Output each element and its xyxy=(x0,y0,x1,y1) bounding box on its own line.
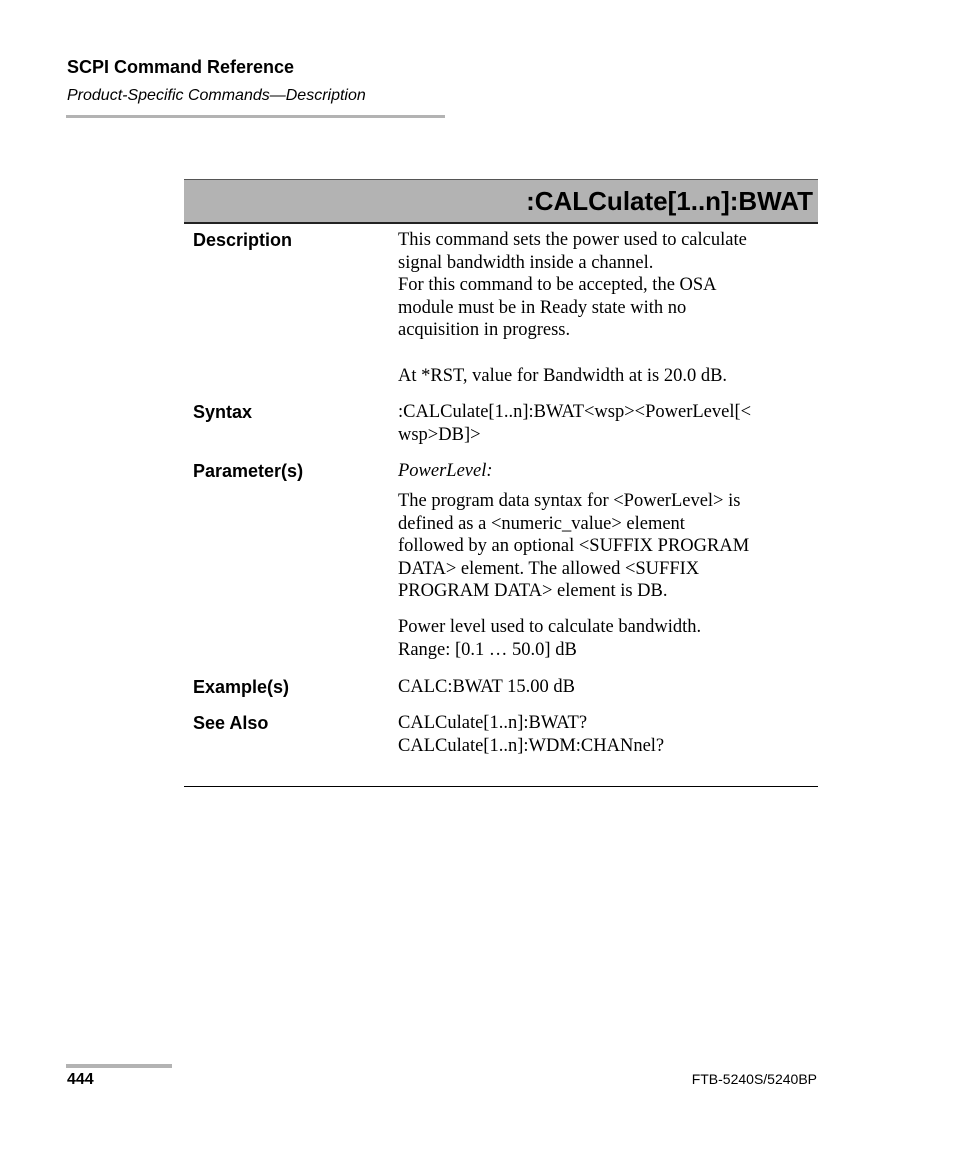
command-title: :CALCulate[1..n]:BWAT xyxy=(526,186,813,216)
running-head-subtitle: Product-Specific Commands—Description xyxy=(67,87,366,104)
page-number: 444 xyxy=(67,1071,94,1088)
table-bottom-rule xyxy=(184,786,818,787)
footer-rule xyxy=(66,1064,172,1068)
parameter-name: PowerLevel: xyxy=(398,461,493,481)
see-also-content xyxy=(398,712,813,757)
parameter-syntax-line: defined as a <numeric_value> element xyxy=(398,513,685,534)
product-name: FTB-5240S/5240BP xyxy=(691,1071,817,1087)
parameters-content xyxy=(398,460,813,661)
see-also-label: See Also xyxy=(193,713,269,733)
parameter-range: Range: [0.1 … 50.0] dB xyxy=(398,639,577,660)
parameter-syntax-line: DATA> element. The allowed <SUFFIX xyxy=(398,558,700,579)
description-line: signal bandwidth inside a channel. xyxy=(398,252,654,273)
parameters-label: Parameter(s) xyxy=(193,461,304,481)
description-line: This command sets the power used to calculate xyxy=(398,230,747,250)
syntax-label: Syntax xyxy=(193,402,253,422)
see-also-item: CALCulate[1..n]:WDM:CHANnel? xyxy=(398,735,665,756)
description-content xyxy=(398,229,813,387)
parameter-syntax-line: followed by an optional <SUFFIX PROGRAM xyxy=(398,536,750,557)
header-rule xyxy=(66,115,445,118)
syntax-line: :CALCulate[1..n]:BWAT<wsp><PowerLevel[< xyxy=(398,402,752,422)
description-label: Description xyxy=(193,230,293,250)
rst-note: At *RST, value for Bandwidth at is 20.0 dB. xyxy=(398,365,728,386)
parameter-syntax-line: PROGRAM DATA> element is DB. xyxy=(398,581,668,602)
examples-label: Example(s) xyxy=(193,677,290,697)
description-line: module must be in Ready state with no xyxy=(398,297,687,318)
description-line: acquisition in progress. xyxy=(398,320,571,341)
parameter-syntax-line: The program data syntax for <PowerLevel> is xyxy=(398,491,741,512)
syntax-content xyxy=(398,401,813,446)
running-head-title: SCPI Command Reference xyxy=(67,57,295,77)
command-header xyxy=(184,179,818,224)
description-line: For this command to be accepted, the OSA xyxy=(398,275,717,296)
parameter-description-line: Power level used to calculate bandwidth. xyxy=(398,617,702,638)
examples-content: CALC:BWAT 15.00 dB xyxy=(398,677,575,697)
see-also-item: CALCulate[1..n]:BWAT? xyxy=(398,713,588,733)
syntax-line: wsp>DB]> xyxy=(398,424,481,445)
